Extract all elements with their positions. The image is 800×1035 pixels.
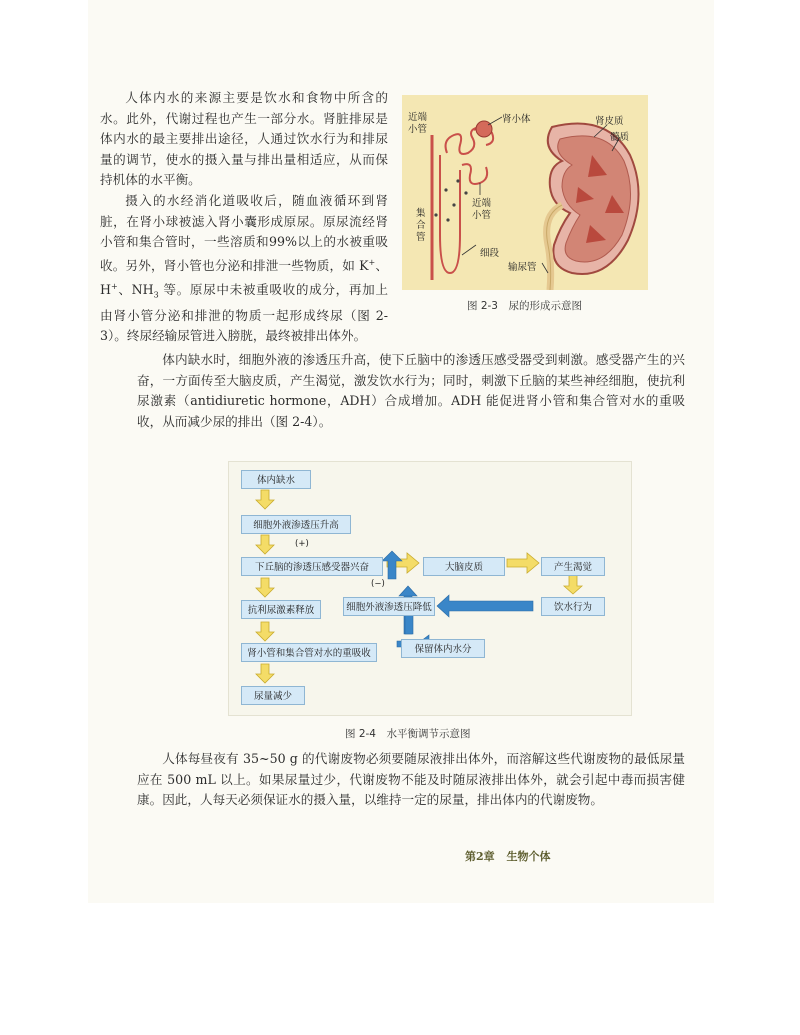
node-reabsorption: 肾小管和集合管对水的重吸收 [241, 643, 377, 662]
node-drinking-behavior: 饮水行为 [541, 597, 605, 616]
node-body-dehydration: 体内缺水 [241, 470, 311, 489]
paragraph-urine-formation: 摄入的水经消化道吸收后，随血液循环到肾脏，在肾小球被滤入肾小囊形成原尿。原尿流经肾小管和集合管时，一些溶质和99%以上的水被重吸收。另外，肾小管也分泌和排泄一些物质，如 K+、H+、$NH_3$ 等。原尿中未被重吸收的成分，再加上由肾小管分泌和排泄的物质一起形成终尿（图 2-3）。终尿经输尿管进入膀胱，最终被排出体外。 [100, 193, 388, 344]
label-ureter: 输尿管 [508, 262, 537, 273]
footer-chapter: 第2章 [465, 850, 495, 863]
caption-figure-2-3: 图 2-3 尿的形成示意图 [467, 300, 582, 312]
caption-figure-2-4: 图 2-4 水平衡调节示意图 [345, 728, 471, 740]
sign-plus: (+) [295, 539, 309, 549]
label-renal-corpuscle: 肾小体 [502, 114, 531, 125]
figure-urine-formation [402, 95, 648, 290]
footer-title: 生物个体 [506, 850, 551, 863]
node-osmotic-pressure-drop: 细胞外液渗透压降低 [343, 597, 435, 616]
label-collecting-duct-3: 管 [416, 232, 426, 243]
label-proximal-tubule-2b: 小管 [472, 210, 492, 221]
sign-minus: (−) [371, 579, 385, 589]
paragraph-water-sources: 人体内水的来源主要是饮水和食物中所含的水。此外，代谢过程也产生一部分水。肾脏排尿是体内水的最主要排出途径，人通过饮水行为和排尿量的调节，使水的摄入量与排出量相适应，从而保持机体的水平衡。 [100, 90, 388, 188]
node-osmotic-pressure-rise: 细胞外液渗透压升高 [241, 515, 351, 534]
flowchart-arrows [229, 462, 631, 715]
label-thin-segment: 细段 [480, 248, 500, 259]
page-footer [465, 848, 551, 864]
paragraph-water-regulation: 体内缺水时，细胞外液的渗透压升高，使下丘脑中的渗透压感受器受到刺激。感受器产生的兴奋，一方面传至大脑皮质，产生渴觉，激发饮水行为；同时，刺激下丘脑的某些神经细胞，使抗利尿激素（antidiuretic hormone，ADH）合成增加。ADH 能促进肾小管和集合管对水的重吸收，从而减少尿的排出（图 2-4）。 [137, 352, 685, 429]
node-retain-water: 保留体内水分 [401, 639, 485, 658]
label-proximal-tubule-1b: 小管 [408, 124, 428, 135]
node-hypothalamus-receptor: 下丘脑的渗透压感受器兴奋 [241, 557, 383, 576]
node-thirst: 产生渴觉 [541, 557, 605, 576]
label-proximal-tubule-2: 近端 [472, 198, 492, 209]
node-adh-release: 抗利尿激素释放 [241, 600, 321, 619]
label-collecting-duct-2: 合 [416, 220, 426, 231]
label-collecting-duct-1: 集 [416, 208, 426, 219]
node-less-urine: 尿量减少 [241, 686, 305, 705]
label-medulla: 髓质 [610, 132, 630, 143]
label-proximal-tubule-1: 近端 [408, 112, 428, 123]
paragraph-metabolic-waste: 人体每昼夜有 35~50 g 的代谢废物必须要随尿液排出体外，而溶解这些代谢废物的最低尿量应在 500 mL 以上。如果尿量过少，代谢废物不能及时随尿液排出体外，就会引起中毒而损害健康。因此，人每天必须保证水的摄入量，以维持一定的尿量，排出体内的代谢废物。 [137, 751, 685, 808]
label-renal-cortex: 肾皮质 [595, 116, 624, 127]
node-cerebral-cortex: 大脑皮质 [423, 557, 505, 576]
figure-water-balance-flowchart [228, 461, 632, 716]
